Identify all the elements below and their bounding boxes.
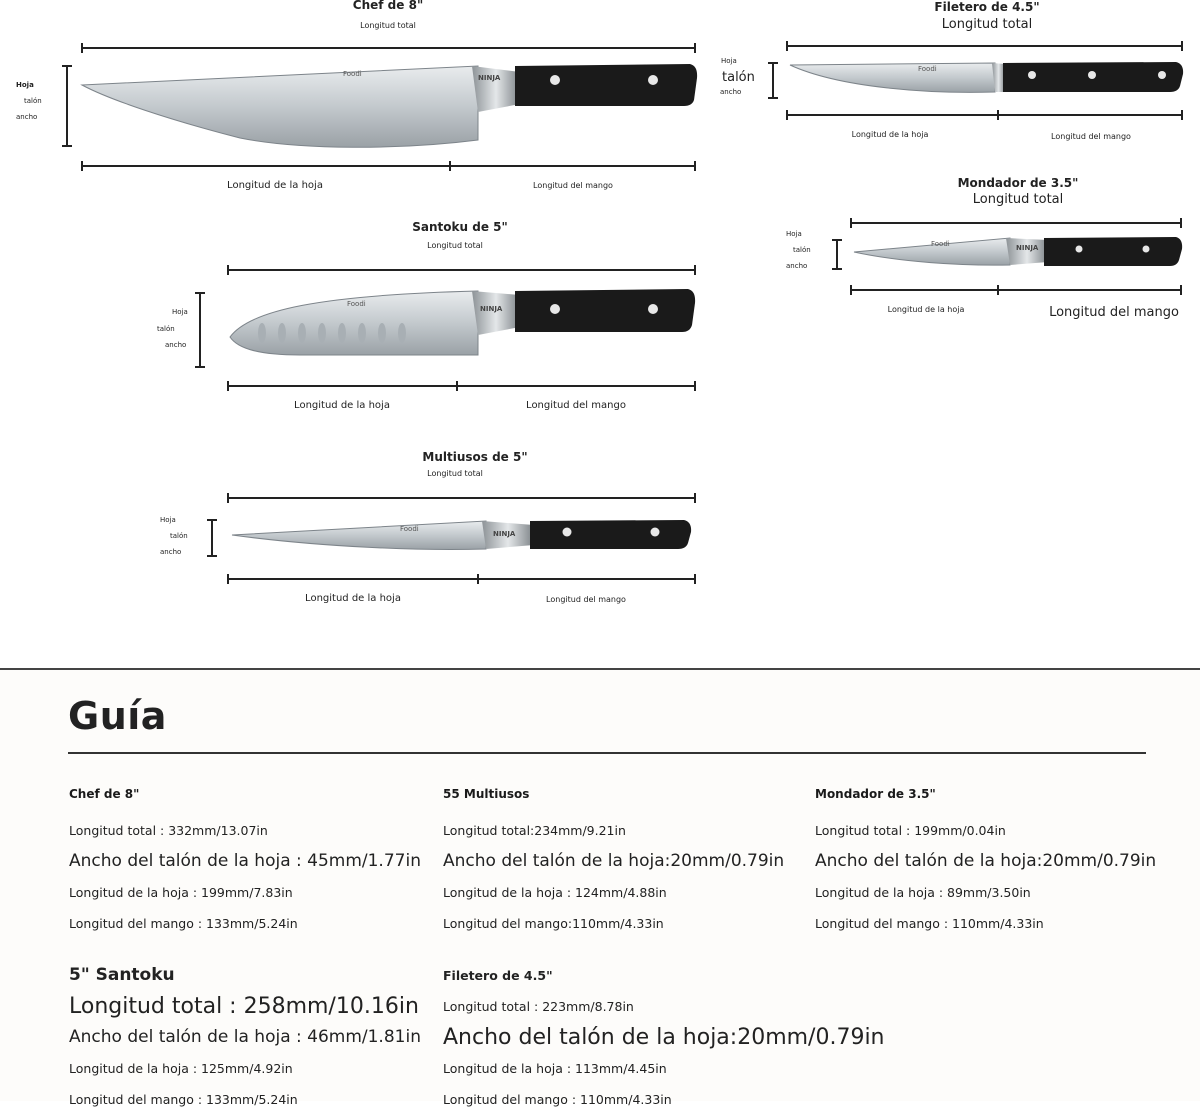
spec-mondador-total: Longitud total : 199mm/0.04in [815, 823, 1006, 838]
spec-multi [443, 787, 784, 939]
spec-santoku-blade: Longitud de la hoja : 125mm/4.92in [69, 1061, 293, 1076]
mondador-ancho-label: ancho [786, 262, 808, 270]
multi-ancho-label: ancho [160, 548, 182, 556]
mondador-title: Mondador de 3.5" [957, 176, 1079, 190]
guide-title: Guía [68, 694, 167, 738]
mondador-total-label: Longitud total [972, 192, 1064, 207]
chef-talon-label: talón [24, 97, 42, 105]
spec-santoku [69, 960, 421, 1115]
chef-brand-foodi: Foodi [343, 70, 362, 78]
santoku-knife-diagram [0, 215, 720, 420]
spec-santoku-heel: Ancho del talón de la hoja : 46mm/1.81in [69, 1027, 421, 1047]
fileter-knife-diagram [700, 0, 1200, 160]
fileter-handle-length-label: Longitud del mango [1051, 132, 1131, 141]
fileter-title: Filetero de 4.5" [934, 0, 1040, 14]
santoku-brand-ninja: NINJA [480, 305, 503, 313]
fileter-ancho-label: ancho [720, 88, 742, 96]
multi-handle-length-label: Longitud del mango [546, 595, 626, 604]
fileter-talon-label: talón [722, 70, 755, 85]
santoku-blade-length-label: Longitud de la hoja [294, 400, 390, 411]
spec-santoku-handle: Longitud del mango : 133mm/5.24in [69, 1092, 298, 1107]
fileter-blade-length-label: Longitud de la hoja [851, 130, 929, 139]
spec-chef-total: Longitud total : 332mm/13.07in [69, 823, 268, 838]
santoku-ancho-label: ancho [165, 341, 187, 349]
guide-section [0, 670, 1200, 1107]
chef-ancho-label: ancho [16, 113, 38, 121]
spec-santoku-name: 5" Santoku [69, 965, 175, 985]
spec-multi-handle: Longitud del mango:110mm/4.33in [443, 916, 664, 931]
mondador-brand-foodi: Foodi [931, 240, 950, 248]
chef-title: Chef de 8" [352, 0, 424, 12]
multi-brand-ninja: NINJA [493, 530, 516, 538]
fileter-hoja-label: Hoja [721, 57, 737, 65]
chef-knife-diagram [0, 0, 720, 200]
spec-fileter-handle: Longitud del mango : 110mm/4.33in [443, 1092, 672, 1107]
multi-brand-foodi: Foodi [400, 525, 419, 533]
multi-total-label: Longitud total [427, 469, 483, 478]
chef-brand-ninja: NINJA [478, 74, 501, 82]
santoku-brand-foodi: Foodi [347, 300, 366, 308]
spec-mondador [815, 787, 1156, 939]
multi-title: Multiusos de 5" [422, 450, 528, 464]
mondador-brand-ninja: NINJA [1016, 244, 1039, 252]
spec-chef-name: Chef de 8" [69, 787, 140, 801]
chef-knife-illustration [0, 0, 720, 200]
santoku-knife-illustration [0, 215, 720, 420]
spec-chef-handle: Longitud del mango : 133mm/5.24in [69, 916, 298, 931]
mondador-blade-length-label: Longitud de la hoja [887, 305, 965, 314]
multi-knife-diagram [0, 445, 720, 615]
multi-blade-length-label: Longitud de la hoja [305, 593, 401, 604]
chef-hoja-label: Hoja [16, 81, 34, 89]
spec-mondador-name: Mondador de 3.5" [815, 787, 936, 801]
multi-knife-illustration [0, 445, 720, 615]
spec-fileter [443, 960, 885, 1115]
spec-mondador-heel: Ancho del talón de la hoja:20mm/0.79in [815, 851, 1157, 871]
chef-total-label: Longitud total [360, 21, 416, 30]
fileter-total-label: Longitud total [941, 17, 1033, 32]
spec-fileter-name: Filetero de 4.5" [443, 968, 553, 983]
spec-chef-heel: Ancho del talón de la hoja : 45mm/1.77in [69, 851, 421, 871]
fileter-brand-foodi: Foodi [918, 65, 937, 73]
mondador-knife-diagram [770, 172, 1200, 332]
multi-hoja-label: Hoja [160, 516, 176, 524]
spec-multi-total: Longitud total:234mm/9.21in [443, 823, 626, 838]
santoku-title: Santoku de 5" [412, 220, 508, 234]
mondador-hoja-label: Hoja [786, 230, 802, 238]
spec-mondador-handle: Longitud del mango : 110mm/4.33in [815, 916, 1044, 931]
chef-blade-length-label: Longitud de la hoja [227, 180, 323, 191]
spec-multi-name: 55 Multiusos [443, 787, 530, 801]
spec-chef-blade: Longitud de la hoja : 199mm/7.83in [69, 885, 293, 900]
spec-fileter-blade: Longitud de la hoja : 113mm/4.45in [443, 1061, 667, 1076]
spec-mondador-blade: Longitud de la hoja : 89mm/3.50in [815, 885, 1031, 900]
spec-santoku-total: Longitud total : 258mm/10.16in [69, 994, 419, 1019]
guide-rule [68, 752, 1146, 754]
spec-fileter-total: Longitud total : 223mm/8.78in [443, 999, 634, 1014]
spec-multi-blade: Longitud de la hoja : 124mm/4.88in [443, 885, 667, 900]
santoku-handle-length-label: Longitud del mango [526, 400, 626, 411]
mondador-talon-label: talón [793, 246, 811, 254]
chef-handle-length-label: Longitud del mango [533, 181, 613, 190]
spec-fileter-heel: Ancho del talón de la hoja:20mm/0.79in [443, 1025, 885, 1050]
santoku-total-label: Longitud total [427, 241, 483, 250]
spec-multi-heel: Ancho del talón de la hoja:20mm/0.79in [443, 851, 785, 871]
multi-talon-label: talón [170, 532, 188, 540]
spec-chef [69, 787, 421, 939]
santoku-talon-label: talón [157, 325, 175, 333]
santoku-hoja-label: Hoja [172, 308, 188, 316]
mondador-handle-length-label: Longitud del mango [1049, 305, 1179, 320]
